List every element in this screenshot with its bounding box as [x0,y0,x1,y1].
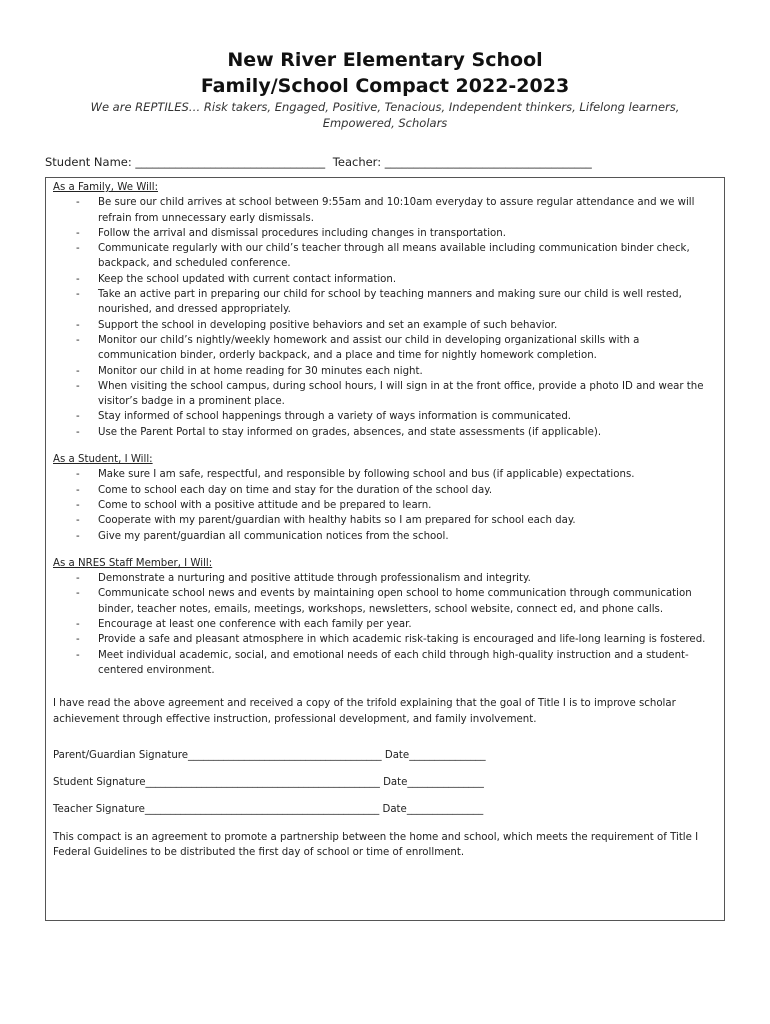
family-heading: As a Family, We Will: [53,182,159,193]
bullet-dash: - [76,515,80,527]
list-item-text: Communicate regularly with our child’s teacher through all means available including communication binder check, backpack, and scheduled conference. [98,243,690,270]
bullet-dash: - [76,319,80,331]
bullet-dash: - [76,499,80,511]
list-item-text: Demonstrate a nurturing and positive attitude through professionalism and integrity. [98,573,531,585]
name-fields [45,155,725,169]
list-item [53,571,717,586]
list-item-text: Be sure our child arrives at school between 9:55am and 10:10am everyday to assure regular attendance and we will refrain from unnecessary early dismissals. [98,197,695,224]
list-item [53,529,717,544]
bullet-dash: - [76,227,80,239]
list-item [53,318,717,333]
bullet-dash: - [76,273,80,285]
list-item-text: Make sure I am safe, respectful, and responsible by following school and bus (if applicable) expectations. [98,469,635,481]
school-motto: We are REPTILES… Risk takers, Engaged, Positive, Tenacious, Independent thinkers, Lifelong learners, Empowered, Scholars [90,100,680,130]
bullet-dash: - [76,530,80,542]
teacher-name-field[interactable]: Teacher: ____________________________________ [332,155,592,169]
list-item [53,483,717,498]
agreement-text: I have read the above agreement and received a copy of the trifold explaining that the goal of Title I is to improve scholar achievement through effective instruction, professional development, and family involvement. [53,698,676,725]
bullet-dash: - [76,426,80,438]
compact-title: Family/School Compact 2022-2023 [200,75,570,97]
list-item-text: When visiting the school campus, during school hours, I will sign in at the front office, provide a photo ID and wear the visitor’s badge in a prominent place. [98,380,704,408]
list-item-text: Come to school with a positive attitude and be prepared to learn. [98,499,432,511]
bullet-dash: - [76,243,80,255]
list-item-text: Encourage at least one conference with each family per year. [98,619,412,631]
list-item [53,241,717,272]
bullet-dash: - [76,380,80,392]
list-item-text: Provide a safe and pleasant atmosphere in which academic risk-taking is encouraged and life-long learning is fostered. [98,634,706,646]
bullet-dash: - [76,588,80,600]
list-item [53,195,717,226]
list-item-text: Stay informed of school happenings through a variety of ways information is communicated. [98,411,572,423]
list-item [53,467,717,482]
bullet-dash: - [76,573,80,585]
teacher-date-label: Date_______________ [382,804,484,816]
list-item-text: Give my parent/guardian all communication notices from the school. [98,530,449,542]
list-item-text: Keep the school updated with current contact information. [98,273,397,285]
list-item [53,617,717,632]
list-item-text: Use the Parent Portal to stay informed on grades, absences, and state assessments (if applicable). [98,426,602,438]
bullet-dash: - [76,289,80,301]
teacher-signature-label: Teacher Signature______________________________________________ [53,804,380,816]
list-item [53,333,717,364]
family-list [53,195,717,440]
list-item-text: Follow the arrival and dismissal procedures including changes in transportation. [98,227,506,239]
bullet-dash: - [76,484,80,496]
parent-signature-line[interactable] [53,748,717,763]
list-item-text: Meet individual academic, social, and emotional needs of each child through high-quality instruction and a student-centered environment. [98,649,689,676]
student-signature-line[interactable] [53,775,717,790]
list-item [53,648,717,679]
bullet-dash: - [76,197,80,209]
staff-list [53,571,717,678]
list-item [53,498,717,513]
student-heading: As a Student, I Will: [53,454,153,466]
bullet-dash: - [76,469,80,481]
list-item-text: Monitor our child in at home reading for 30 minutes each night. [98,365,423,377]
footer-note: This compact is an agreement to promote a partnership between the home and school, which meets the requirement of Title I Federal Guidelines to be distributed the first day of school or time of enrollment. [53,831,699,858]
staff-heading: As a NRES Staff Member, I Will: [53,557,213,569]
list-item [53,425,717,440]
school-name: New River Elementary School [227,49,543,71]
bullet-dash: - [76,365,80,377]
list-item-text: Communicate school news and events by maintaining open school to home communication through communication binder, teacher notes, emails, meetings, workshops, newsletters, school website, connect ed, and phone calls. [98,588,692,615]
list-item [53,272,717,287]
list-item-text: Come to school each day on time and stay for the duration of the school day. [98,484,493,496]
list-item [53,632,717,647]
bullet-dash: - [76,411,80,423]
bullet-dash: - [76,634,80,646]
teacher-signature-line[interactable] [53,802,717,817]
list-item-text: Support the school in developing positive behaviors and set an example of such behavior. [98,319,558,331]
bullet-dash: - [76,619,80,631]
list-item [53,513,717,528]
compact-body [53,180,717,860]
list-item-text: Cooperate with my parent/guardian with healthy habits so I am prepared for school each day. [98,515,576,527]
student-name-field[interactable]: Student Name: _________________________________ [45,155,326,169]
list-item [53,364,717,379]
list-item-text: Monitor our child’s nightly/weekly homework and assist our child in developing organizational skills with a communication binder, orderly backpack, and a place and time for nightly homework completion. [98,334,640,362]
list-item [53,379,717,410]
list-item [53,226,717,241]
list-item-text: Take an active part in preparing our child for school by teaching manners and making sure our child is well rested, nourished, and dressed appropriately. [98,289,682,316]
bullet-dash: - [76,649,80,661]
parent-date-label: Date_______________ [384,749,486,761]
student-list [53,467,717,543]
student-date-label: Date_______________ [383,777,484,789]
bullet-dash: - [76,334,80,346]
list-item [53,586,717,617]
list-item [53,409,717,424]
list-item [53,287,717,318]
student-signature-label: Student Signature______________________________________________ [53,777,380,789]
parent-signature-label: Parent/Guardian Signature______________________________________ [53,749,382,761]
